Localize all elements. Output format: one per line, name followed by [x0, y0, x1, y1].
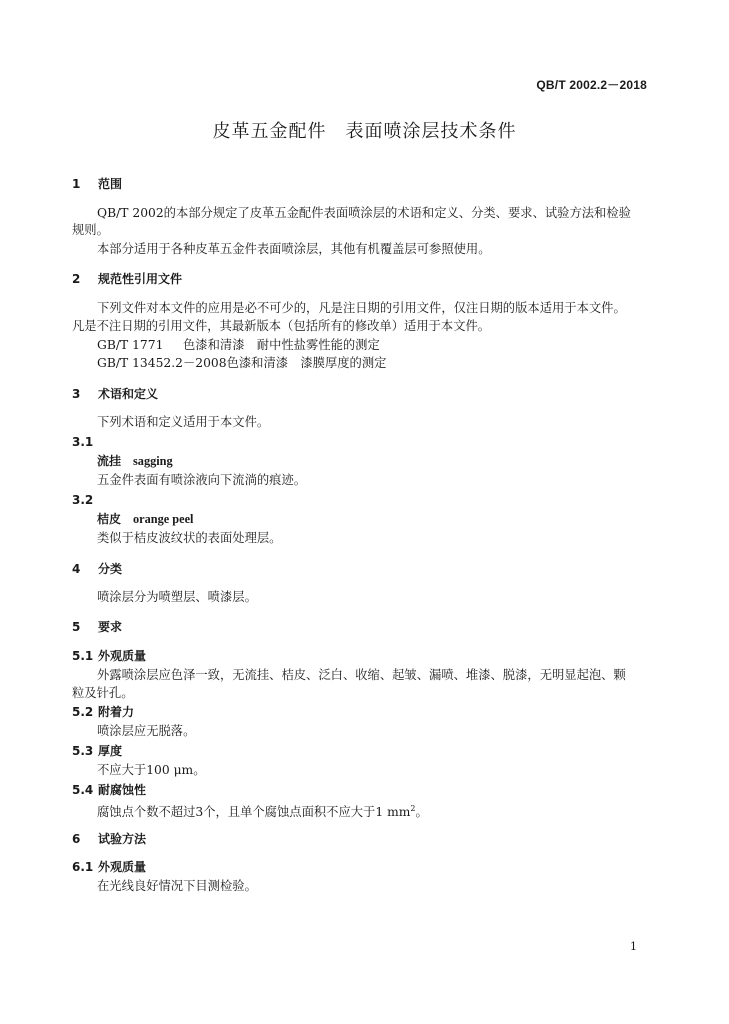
paragraph-line: 不应大于100 μm。	[97, 763, 206, 777]
paragraph-line: 喷涂层分为喷塑层、喷漆层。	[97, 590, 257, 604]
subsection-title: 附着力	[98, 705, 135, 719]
subsection-heading	[72, 782, 146, 798]
section-title: 分类	[98, 562, 123, 576]
subsection-title: 厚度	[98, 744, 123, 758]
section-number: 5	[72, 620, 81, 634]
subsection-title: 耐腐蚀性	[98, 783, 147, 797]
section-2-heading	[72, 271, 182, 287]
paragraph-line: 在光线良好情况下目测检验。	[97, 879, 257, 893]
paragraph-line: QB/T 2002的本部分规定了皮革五金配件表面喷涂层的术语和定义、分类、要求、试验方法和检验	[97, 206, 631, 220]
section-1-heading	[72, 176, 122, 192]
page-number: 1	[630, 940, 637, 953]
paragraph-line: 本部分适用于各种皮革五金件表面喷涂层，其他有机覆盖层可参照使用。	[97, 242, 491, 256]
paragraph-line: 凡是不注日期的引用文件，其最新版本（包括所有的修改单）适用于本文件。	[72, 319, 491, 333]
subsection-heading	[72, 743, 122, 759]
subsection-number: 5.2	[72, 705, 94, 719]
subsection-number: 5.4	[72, 783, 94, 797]
section-number: 2	[72, 272, 81, 286]
subsection-heading	[72, 648, 146, 664]
reference-item	[97, 337, 380, 353]
reference-code: GB/T 1771	[97, 338, 164, 352]
superscript: 2	[410, 804, 416, 813]
section-title: 术语和定义	[98, 387, 159, 401]
subsection-title: 外观质量	[98, 860, 147, 874]
reference-title: 色漆和清漆 耐中性盐雾性能的测定	[183, 338, 380, 352]
term-chinese: 流挂	[97, 454, 122, 468]
subsection-title: 外观质量	[98, 649, 147, 663]
section-number: 4	[72, 562, 81, 576]
subsection-number: 5.3	[72, 744, 94, 758]
term-number: 3.2	[72, 493, 94, 507]
paragraph-line: 下列术语和定义适用于本文件。	[97, 415, 270, 429]
term-chinese: 桔皮	[97, 512, 122, 526]
section-title: 试验方法	[98, 832, 147, 846]
section-6-heading	[72, 831, 146, 847]
term-english: orange peel	[133, 512, 194, 526]
term-number: 3.1	[72, 435, 94, 449]
subsection-heading	[72, 704, 134, 720]
subsection-number: 5.1	[72, 649, 94, 663]
paragraph-line: 喷涂层应无脱落。	[97, 724, 196, 738]
reference-item	[97, 355, 386, 371]
term-english: sagging	[133, 454, 173, 468]
term-entry	[97, 511, 193, 527]
subsection-heading	[72, 859, 146, 875]
paragraph-text: 腐蚀点个数不超过3个，且单个腐蚀点面积不应大于1 mm	[97, 805, 411, 820]
section-number: 6	[72, 832, 81, 846]
paragraph-line: 规则。	[72, 223, 109, 237]
paragraph-line: 下列文件对本文件的应用是必不可少的，凡是注日期的引用文件，仅注日期的版本适用于本文件。	[97, 301, 626, 315]
reference-title: 色漆和清漆 漆膜厚度的测定	[226, 356, 387, 370]
section-title: 要求	[98, 620, 123, 634]
section-number: 3	[72, 387, 81, 401]
standard-code: QB/T 2002.2－2018	[536, 78, 647, 92]
section-title: 范围	[98, 177, 123, 191]
paragraph-line	[97, 801, 428, 820]
section-3-heading	[72, 386, 158, 402]
term-definition: 类似于桔皮波纹状的表面处理层。	[97, 531, 282, 545]
paragraph-line: 外露喷涂层应色泽一致，无流挂、桔皮、泛白、收缩、起皱、漏喷、堆漆、脱漆，无明显起泡、颗	[97, 668, 626, 682]
section-number: 1	[72, 177, 81, 191]
section-5-heading	[72, 619, 122, 635]
paragraph-end: 。	[415, 805, 428, 820]
reference-code: GB/T 13452.2－2008	[97, 356, 227, 370]
term-definition: 五金件表面有喷涂液向下流淌的痕迹。	[97, 473, 307, 487]
section-4-heading	[72, 561, 122, 577]
term-entry	[97, 453, 173, 469]
paragraph-line: 粒及针孔。	[72, 686, 134, 700]
document-title: 皮革五金配件 表面喷涂层技术条件	[212, 121, 517, 142]
section-title: 规范性引用文件	[98, 272, 183, 286]
subsection-number: 6.1	[72, 860, 94, 874]
